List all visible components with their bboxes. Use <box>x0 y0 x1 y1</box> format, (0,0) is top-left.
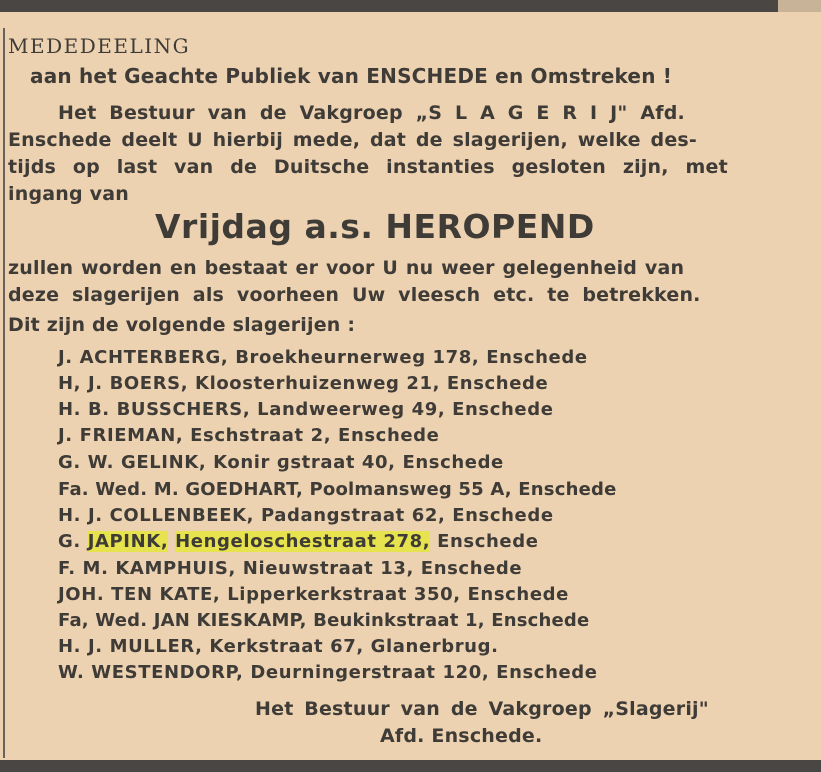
body-line-2: deze slagerijen als voorheen Uw vleesch etc. te betrekken. <box>8 284 701 306</box>
subheading: aan het Geachte Publiek van ENSCHEDE en Omstreken ! <box>30 64 673 88</box>
shop-row: J. FRIEMAN, Eschstraat 2, Enschede <box>58 425 440 446</box>
signature-line-1: Het Bestuur van de Vakgroep „Slagerij" <box>255 698 709 720</box>
top-rule <box>0 0 778 12</box>
top-rule-fade <box>778 0 821 12</box>
intro-line-1: Het Bestuur van de Vakgroep „S L A G E R I J" Afd. <box>58 102 685 124</box>
heading: MEDEDEELING <box>8 34 191 58</box>
shop-row: G. W. GELINK, Konir ɡstraat 40, Enschede <box>58 452 504 473</box>
japink-suffix: Enschede <box>430 531 539 552</box>
shop-row: J. ACHTERBERG, Broekheurnerweg 178, Enschede <box>58 347 588 368</box>
shop-row: Fa, Wed. JAN KIESKAMP, Beukinkstraat 1, Enschede <box>58 610 590 631</box>
intro-line-3: tijds op last van de Duitsche instanties gesloten zijn, met <box>8 156 728 178</box>
shop-row: F. M. KAMPHUIS, Nieuwstraat 13, Enschede <box>58 558 523 579</box>
shop-row: Fa. Wed. M. GOEDHART, Poolmansweg 55 A, Enschede <box>58 479 617 500</box>
japink-name-highlight: JAPINK, <box>87 531 169 552</box>
signature-line-2: Afd. Enschede. <box>380 725 543 747</box>
shop-row: H, J. BOERS, Kloosterhuizenweg 21, Enschede <box>58 373 549 394</box>
body-line-3: Dit zijn de volgende slagerijen : <box>8 314 356 336</box>
shop-row-japink <box>58 533 539 551</box>
shop-row: H. B. BUSSCHERS, Landweerweg 49, Enschede <box>58 399 554 420</box>
shop-row: H. J. COLLENBEEK, Padangstraat 62, Enschede <box>58 505 554 526</box>
japink-prefix: G. <box>58 531 88 552</box>
shop-row: W. WESTENDORP, Deurningerstraat 120, Enschede <box>58 662 598 683</box>
shop-row: H. J. MULLER, Kerkstraat 67, Glanerbrug. <box>58 636 499 657</box>
headline: Vrijdag a.s. HEROPEND <box>155 207 595 246</box>
japink-address-highlight: Hengeloschestraat 278, <box>175 531 431 552</box>
shop-row: JOH. TEN KATE, Lipperkerkstraat 350, Enschede <box>58 584 569 605</box>
bottom-rule <box>0 760 821 772</box>
intro-line-2: Enschede deelt U hierbij mede, dat de slagerijen, welke des- <box>8 129 698 151</box>
intro-line-4: ingang van <box>8 183 129 205</box>
body-line-1: zullen worden en bestaat er voor U nu weer gelegenheid van <box>8 257 685 279</box>
left-rule <box>3 28 5 758</box>
